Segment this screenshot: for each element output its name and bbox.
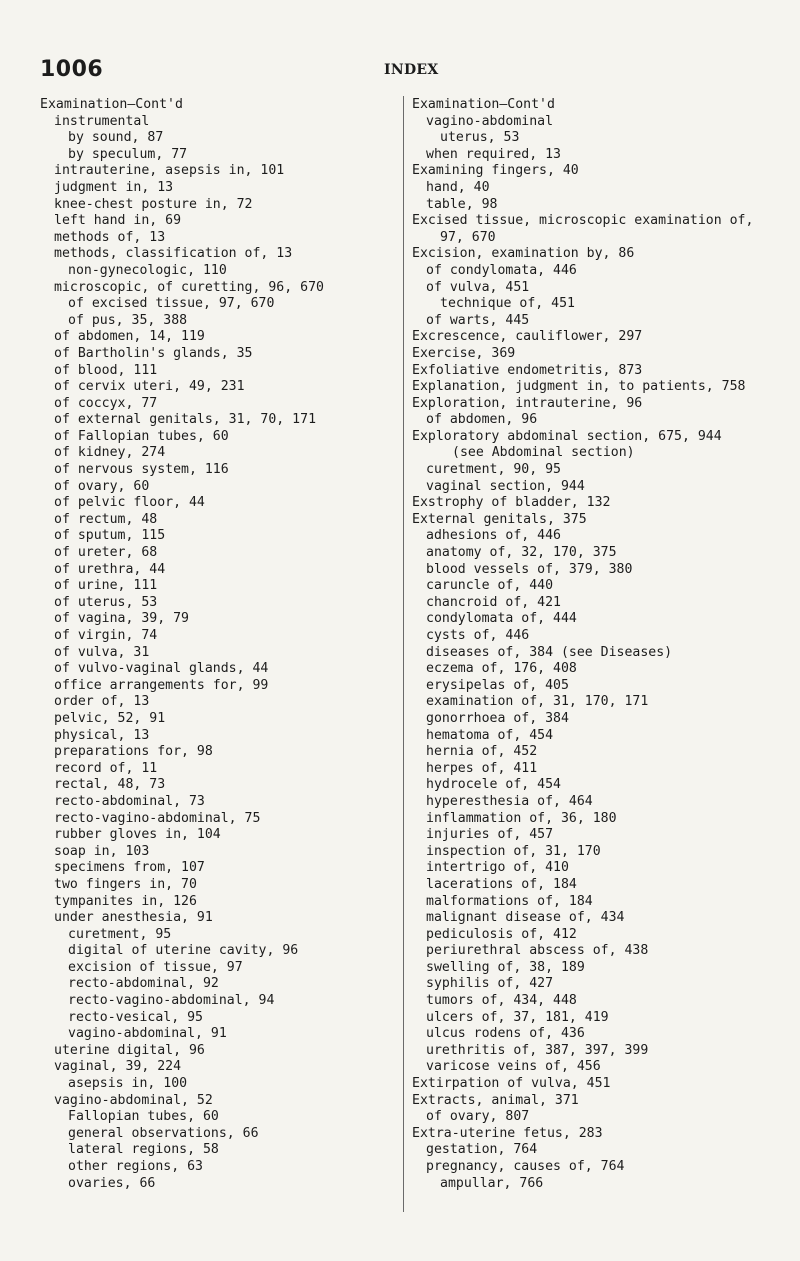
index-entry: of urethra, 44 bbox=[54, 561, 166, 577]
index-entry: Excision, examination by, 86 bbox=[412, 246, 635, 262]
index-entry: syphilis of, 427 bbox=[426, 976, 554, 992]
index-entry: two fingers in, 70 bbox=[54, 876, 197, 892]
index-entry: judgment in, 13 bbox=[54, 179, 174, 195]
index-entry: erysipelas of, 405 bbox=[426, 677, 569, 693]
index-entry: Examining fingers, 40 bbox=[412, 163, 579, 179]
index-entry: methods, classification of, 13 bbox=[54, 246, 293, 262]
index-entry: Excised tissue, microscopic examination of, bbox=[412, 213, 754, 229]
index-entry: ulcers of, 37, 181, 419 bbox=[426, 1009, 609, 1025]
index-entry: of Bartholin's glands, 35 bbox=[54, 345, 253, 361]
index-entry: of cervix uteri, 49, 231 bbox=[54, 379, 245, 395]
index-entry: diseases of, 384 (see Diseases) bbox=[426, 644, 673, 660]
index-entry: hernia of, 452 bbox=[426, 744, 538, 760]
index-entry: lacerations of, 184 bbox=[426, 876, 577, 892]
index-column-right bbox=[412, 97, 772, 1192]
index-entry: examination of, 31, 170, 171 bbox=[426, 694, 649, 710]
index-entry: of pus, 35, 388 bbox=[68, 312, 188, 328]
index-entry: physical, 13 bbox=[54, 727, 150, 743]
index-column-left bbox=[40, 97, 390, 1192]
index-entry: (see Abdominal section) bbox=[452, 445, 635, 461]
index-entry: malformations of, 184 bbox=[426, 893, 593, 909]
index-entry: record of, 11 bbox=[54, 760, 158, 776]
index-entry: uterus, 53 bbox=[440, 130, 520, 146]
index-entry: recto-abdominal, 73 bbox=[54, 793, 205, 809]
index-entry: of nervous system, 116 bbox=[54, 462, 229, 478]
index-entry: of Fallopian tubes, 60 bbox=[54, 428, 229, 444]
index-entry: malignant disease of, 434 bbox=[426, 910, 625, 926]
index-entry: recto-vagino-abdominal, 75 bbox=[54, 810, 261, 826]
index-entry: Fallopian tubes, 60 bbox=[68, 1109, 219, 1125]
index-entry: of kidney, 274 bbox=[54, 445, 166, 461]
index-entry: Examination—Cont'd bbox=[40, 97, 183, 112]
index-entry: recto-abdominal, 92 bbox=[68, 976, 219, 992]
page-number: 1006 bbox=[40, 57, 104, 82]
index-entry: of condylomata, 446 bbox=[426, 262, 577, 278]
index-entry: pelvic, 52, 91 bbox=[54, 710, 166, 726]
index-entry: varicose veins of, 456 bbox=[426, 1059, 601, 1075]
index-entry: vaginal section, 944 bbox=[426, 478, 585, 494]
index-entry: Examination—Cont'd bbox=[412, 97, 555, 112]
index-entry: by sound, 87 bbox=[68, 130, 164, 146]
index-entry: Exploration, intrauterine, 96 bbox=[412, 395, 643, 411]
index-entry: of blood, 111 bbox=[54, 362, 158, 378]
running-head: INDEX bbox=[384, 62, 439, 78]
index-entry: methods of, 13 bbox=[54, 229, 166, 245]
index-entry: Exercise, 369 bbox=[412, 345, 516, 361]
index-entry: table, 98 bbox=[426, 196, 498, 212]
index-entry: hematoma of, 454 bbox=[426, 727, 554, 743]
index-entry: technique of, 451 bbox=[440, 296, 575, 312]
index-entry: specimens from, 107 bbox=[54, 860, 205, 876]
index-entry: of vulva, 31 bbox=[54, 644, 150, 660]
index-entry: cysts of, 446 bbox=[426, 628, 530, 643]
index-entry: non-gynecologic, 110 bbox=[68, 262, 227, 278]
index-entry: urethritis of, 387, 397, 399 bbox=[426, 1042, 649, 1058]
index-entry: ampullar, 766 bbox=[440, 1175, 544, 1191]
index-entry: caruncle of, 440 bbox=[426, 578, 554, 594]
index-entry: of ovary, 60 bbox=[54, 478, 150, 494]
index-entry: pregnancy, causes of, 764 bbox=[426, 1159, 625, 1174]
index-entry: Extracts, animal, 371 bbox=[412, 1092, 579, 1108]
index-entry: instrumental bbox=[54, 113, 150, 129]
index-entry: injuries of, 457 bbox=[426, 827, 554, 843]
index-entry: uterine digital, 96 bbox=[54, 1042, 205, 1058]
index-entry: left hand in, 69 bbox=[54, 213, 182, 229]
index-entry: swelling of, 38, 189 bbox=[426, 959, 585, 975]
index-entry: lateral regions, 58 bbox=[68, 1142, 219, 1158]
index-entry: Exploratory abdominal section, 675, 944 bbox=[412, 428, 722, 444]
index-entry: hand, 40 bbox=[426, 179, 490, 195]
index-entry: of vagina, 39, 79 bbox=[54, 611, 189, 627]
index-entry: recto-vagino-abdominal, 94 bbox=[68, 993, 275, 1009]
index-entry: Exfoliative endometritis, 873 bbox=[412, 362, 643, 378]
index-entry: office arrangements for, 99 bbox=[54, 677, 269, 693]
index-entry: Excrescence, cauliflower, 297 bbox=[412, 329, 643, 345]
index-entry: of coccyx, 77 bbox=[54, 395, 158, 411]
index-entry: of vulva, 451 bbox=[426, 279, 530, 295]
index-entry: Explanation, judgment in, to patients, 758 bbox=[412, 379, 746, 395]
index-entry: when required, 13 bbox=[426, 146, 561, 162]
index-entry: ulcus rodens of, 436 bbox=[426, 1026, 585, 1042]
index-entry: soap in, 103 bbox=[54, 843, 150, 859]
index-entry: Exstrophy of bladder, 132 bbox=[412, 495, 611, 511]
index-entry: inspection of, 31, 170 bbox=[426, 843, 601, 859]
index-entry: adhesions of, 446 bbox=[426, 528, 561, 544]
index-entry: digital of uterine cavity, 96 bbox=[68, 943, 299, 959]
index-entry: of warts, 445 bbox=[426, 312, 530, 328]
index-entry: preparations for, 98 bbox=[54, 744, 213, 760]
index-entry: anatomy of, 32, 170, 375 bbox=[426, 545, 617, 561]
index-entry: intrauterine, asepsis in, 101 bbox=[54, 163, 285, 179]
column-divider bbox=[403, 96, 404, 1212]
index-entry: gestation, 764 bbox=[426, 1142, 538, 1158]
index-entry: chancroid of, 421 bbox=[426, 594, 561, 610]
index-entry: Extirpation of vulva, 451 bbox=[412, 1076, 611, 1092]
index-entry: hydrocele of, 454 bbox=[426, 777, 561, 793]
index-entry: of ovary, 807 bbox=[426, 1109, 530, 1125]
index-entry: rectal, 48, 73 bbox=[54, 777, 166, 793]
index-entry: periurethral abscess of, 438 bbox=[426, 943, 649, 959]
index-entry: microscopic, of curetting, 96, 670 bbox=[54, 279, 324, 295]
index-entry: excision of tissue, 97 bbox=[68, 959, 243, 975]
index-entry: of virgin, 74 bbox=[54, 628, 158, 643]
index-entry: of abdomen, 14, 119 bbox=[54, 329, 205, 345]
index-entry: Extra-uterine fetus, 283 bbox=[412, 1125, 603, 1141]
index-entry: rubber gloves in, 104 bbox=[54, 827, 221, 843]
index-entry: under anesthesia, 91 bbox=[54, 910, 213, 926]
index-entry: of excised tissue, 97, 670 bbox=[68, 296, 275, 312]
index-entry: gonorrhoea of, 384 bbox=[426, 710, 569, 726]
index-entry: asepsis in, 100 bbox=[68, 1076, 188, 1092]
index-entry: blood vessels of, 379, 380 bbox=[426, 561, 633, 577]
index-entry: condylomata of, 444 bbox=[426, 611, 577, 627]
index-entry: order of, 13 bbox=[54, 694, 150, 710]
index-entry: of abdomen, 96 bbox=[426, 412, 538, 428]
index-entry: hyperesthesia of, 464 bbox=[426, 793, 593, 809]
index-entry: tympanites in, 126 bbox=[54, 893, 197, 909]
index-entry: of rectum, 48 bbox=[54, 511, 158, 527]
index-entry: intertrigo of, 410 bbox=[426, 860, 569, 876]
index-entry: ovaries, 66 bbox=[68, 1175, 156, 1191]
index-entry: pediculosis of, 412 bbox=[426, 926, 577, 942]
index-entry: of pelvic floor, 44 bbox=[54, 495, 205, 511]
index-entry: vaginal, 39, 224 bbox=[54, 1059, 182, 1075]
index-entry: curetment, 95 bbox=[68, 926, 172, 942]
index-entry: of sputum, 115 bbox=[54, 528, 166, 544]
index-entry: eczema of, 176, 408 bbox=[426, 661, 577, 677]
index-entry: knee-chest posture in, 72 bbox=[54, 196, 253, 212]
index-entry: inflammation of, 36, 180 bbox=[426, 810, 617, 826]
index-entry: of vulvo-vaginal glands, 44 bbox=[54, 661, 269, 677]
index-entry: tumors of, 434, 448 bbox=[426, 993, 577, 1009]
index-entry: of urine, 111 bbox=[54, 578, 158, 594]
index-entry: herpes of, 411 bbox=[426, 760, 538, 776]
index-entry: of uterus, 53 bbox=[54, 594, 158, 610]
index-entry: of external genitals, 31, 70, 171 bbox=[54, 412, 317, 428]
index-entry: recto-vesical, 95 bbox=[68, 1009, 203, 1025]
index-entry: other regions, 63 bbox=[68, 1159, 203, 1174]
index-entry: vagino-abdominal, 91 bbox=[68, 1026, 227, 1042]
index-entry: External genitals, 375 bbox=[412, 511, 587, 527]
index-entry: vagino-abdominal, 52 bbox=[54, 1092, 213, 1108]
index-entry: vagino-abdominal bbox=[426, 113, 554, 129]
index-entry: by speculum, 77 bbox=[68, 146, 188, 162]
index-entry: curetment, 90, 95 bbox=[426, 462, 561, 478]
index-entry: of ureter, 68 bbox=[54, 545, 158, 561]
index-entry: 97, 670 bbox=[440, 229, 496, 245]
index-entry: general observations, 66 bbox=[68, 1125, 259, 1141]
